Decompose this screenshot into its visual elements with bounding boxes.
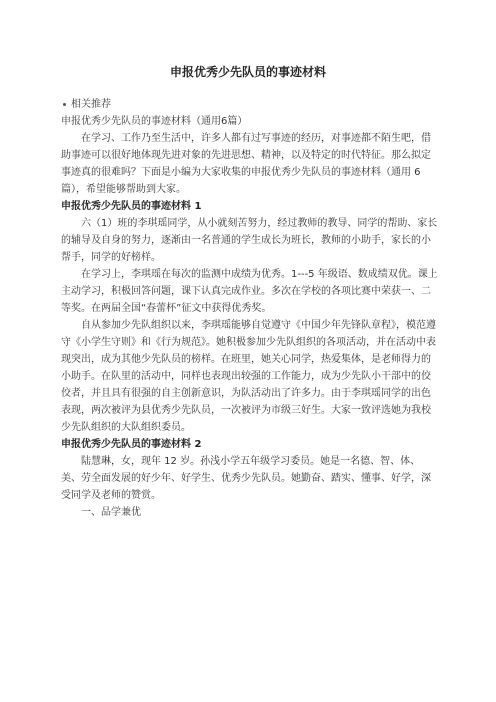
section-2-paragraph-2: 一、品学兼优 bbox=[81, 507, 141, 518]
document-body bbox=[61, 96, 440, 521]
bullet-icon bbox=[63, 103, 66, 106]
document-title: 申报优秀少先队员的事迹材料 bbox=[169, 65, 326, 79]
related-label: 相关推荐 bbox=[71, 99, 111, 110]
section-1-paragraph-2: 在学习上，李琪瑶在每次的监测中成绩为优秀。1---5 年级语、数成绩双优。课上主动学习，积极回答问题，课下认真完成作业。多次在学校的各项比赛中荣获一、二等奖。在两届全国“春蕾杯”征文中获得优秀奖。 bbox=[61, 269, 438, 314]
section-1-paragraph-3: 自从参加少先队组织以来，李琪瑶能够自觉遵守《中国少年先锋队章程》，模范遵守《小学生守则》和《行为规范》。她积极参加少先队组织的各项活动，并在活动中表现突出，成为其他少先队员的榜样。在班里，她关心同学，热爱集体，是老师得力的小助手。在队里的活动中，同样也表现出较强的工作能力，成为少先队小干部中的佼佼者，并且具有很强的自主创新意识，为队活动出了许多力。由于李琪瑶同学的出色表现，两次被评为县优秀少先队员，一次被评为市级三好生。大家一致评选她为我校少先队组织的大队组织委员。 bbox=[61, 320, 436, 433]
section-2-paragraph-1: 陆慧琳，女，现年 12 岁。孙浅小学五年级学习委员。她是一名德、智、体、美、劳全面发展的好少年、好学生、优秀少先队员。她勤奋、踏实、懂事、好学，深受同学及老师的赞赏。 bbox=[61, 456, 431, 501]
related-recommendations[interactable] bbox=[61, 96, 440, 113]
section-1-paragraph-1: 六（1）班的李琪瑶同学，从小就刻苦努力，经过教师的教导、同学的帮助、家长的辅导及自身的努力，逐渐由一名普通的学生成长为班长，教师的小助手，家长的小帮手，同学的好榜样。 bbox=[61, 218, 438, 263]
heading-line: 申报优秀少先队员的事迹材料（通用6篇） bbox=[61, 116, 248, 127]
intro-paragraph: 在学习、工作乃至生活中，许多人都有过写事迹的经历，对事迹都不陌生吧，借助事迹可以很好地体现先进对象的先进思想、精神，以及特定的时代特征。那么拟定事迹真的很难吗？下面是小编为大家收集的申报优秀少先队员的事迹材料（通用 6 篇），希望能够帮助到大家。 bbox=[61, 133, 431, 195]
section-2-title: 申报优秀少先队员的事迹材料 2 bbox=[61, 439, 202, 450]
section-1-title: 申报优秀少先队员的事迹材料 1 bbox=[61, 201, 202, 212]
